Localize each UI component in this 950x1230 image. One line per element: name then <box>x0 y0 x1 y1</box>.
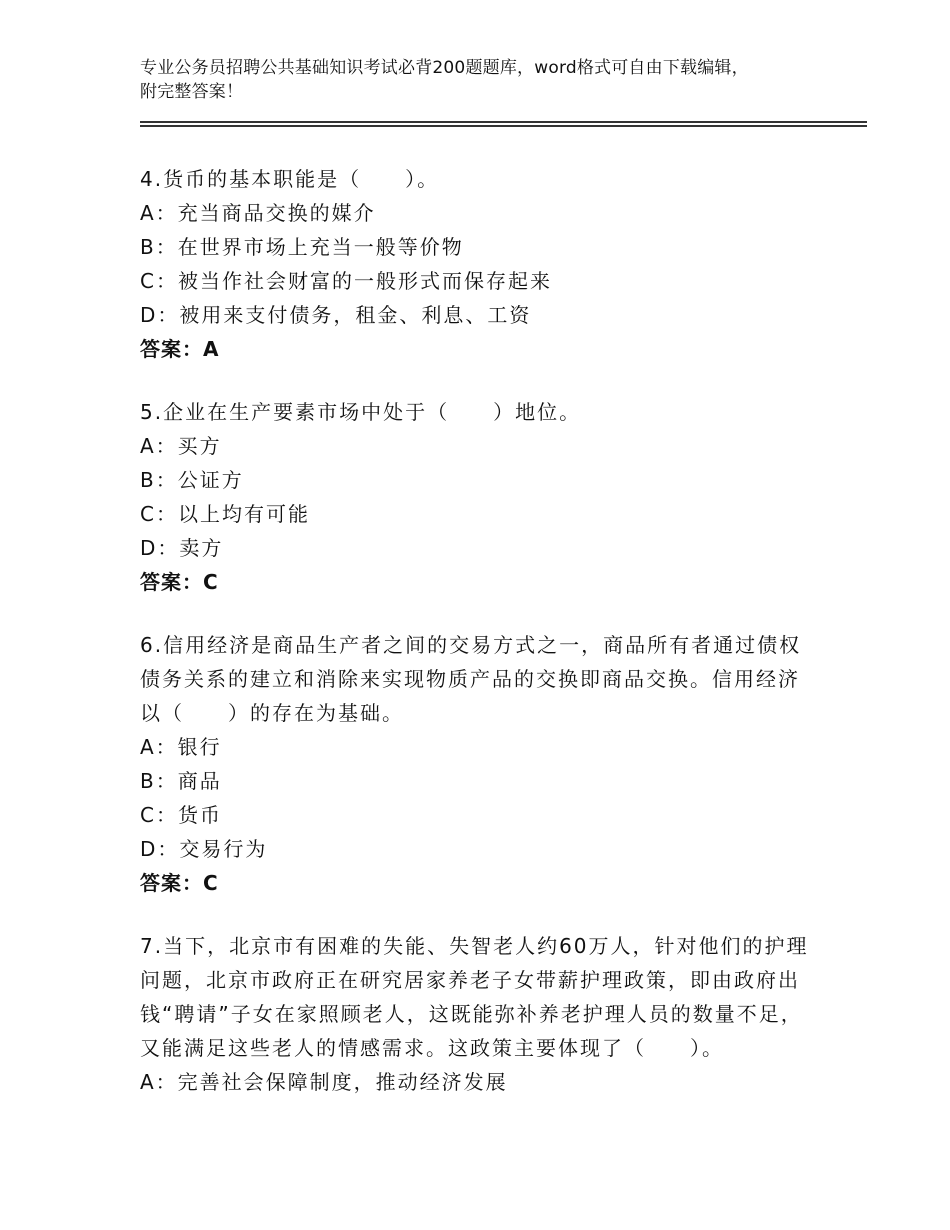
option-b: B：商品 <box>140 769 222 793</box>
option-d: D：被用来支付债务，租金、利息、工资 <box>140 303 532 327</box>
option-c: C：被当作社会财富的一般形式而保存起来 <box>140 269 552 293</box>
option-c: C：以上均有可能 <box>140 502 310 526</box>
header-divider-top <box>140 121 867 123</box>
header-divider-bottom <box>140 125 867 127</box>
question-7 <box>140 929 820 1099</box>
option-a: A：买方 <box>140 434 222 458</box>
option-b: B：公证方 <box>140 468 244 492</box>
option-a: A：完善社会保障制度，推动经济发展 <box>140 1070 508 1094</box>
question-6 <box>140 628 820 900</box>
question-list <box>140 162 820 1128</box>
option-b: B：在世界市场上充当一般等价物 <box>140 235 464 259</box>
question-text: 4.货币的基本职能是（ ）。 <box>140 167 440 191</box>
header-line-2: 附完整答案！ <box>140 82 244 102</box>
question-text: 6.信用经济是商品生产者之间的交易方式之一，商品所有者通过债权债务关系的建立和消除来实现物质产品的交换即商品交换。信用经济以（ ）的存在为基础。 <box>140 633 802 725</box>
option-d: D：卖方 <box>140 536 224 560</box>
answer: 答案：A <box>140 337 220 361</box>
document-header <box>140 56 840 104</box>
option-a: A：银行 <box>140 735 222 759</box>
question-4 <box>140 162 820 366</box>
option-d: D：交易行为 <box>140 837 268 861</box>
question-5 <box>140 395 820 599</box>
answer: 答案：C <box>140 570 219 594</box>
answer: 答案：C <box>140 871 219 895</box>
question-text: 5.企业在生产要素市场中处于（ ）地位。 <box>140 400 582 424</box>
option-a: A：充当商品交换的媒介 <box>140 201 376 225</box>
question-text: 7.当下，北京市有困难的失能、失智老人约60万人，针对他们的护理问题，北京市政府正在研究居家养老子女带薪护理政策，即由政府出钱“聘请”子女在家照顾老人，这既能弥补养老护理人员的数量不足，又能满足这些老人的情感需求。这政策主要体现了（ ）。 <box>140 934 809 1060</box>
header-line-1: 专业公务员招聘公共基础知识考试必背200题题库，word格式可自由下载编辑， <box>140 58 749 78</box>
option-c: C：货币 <box>140 803 222 827</box>
